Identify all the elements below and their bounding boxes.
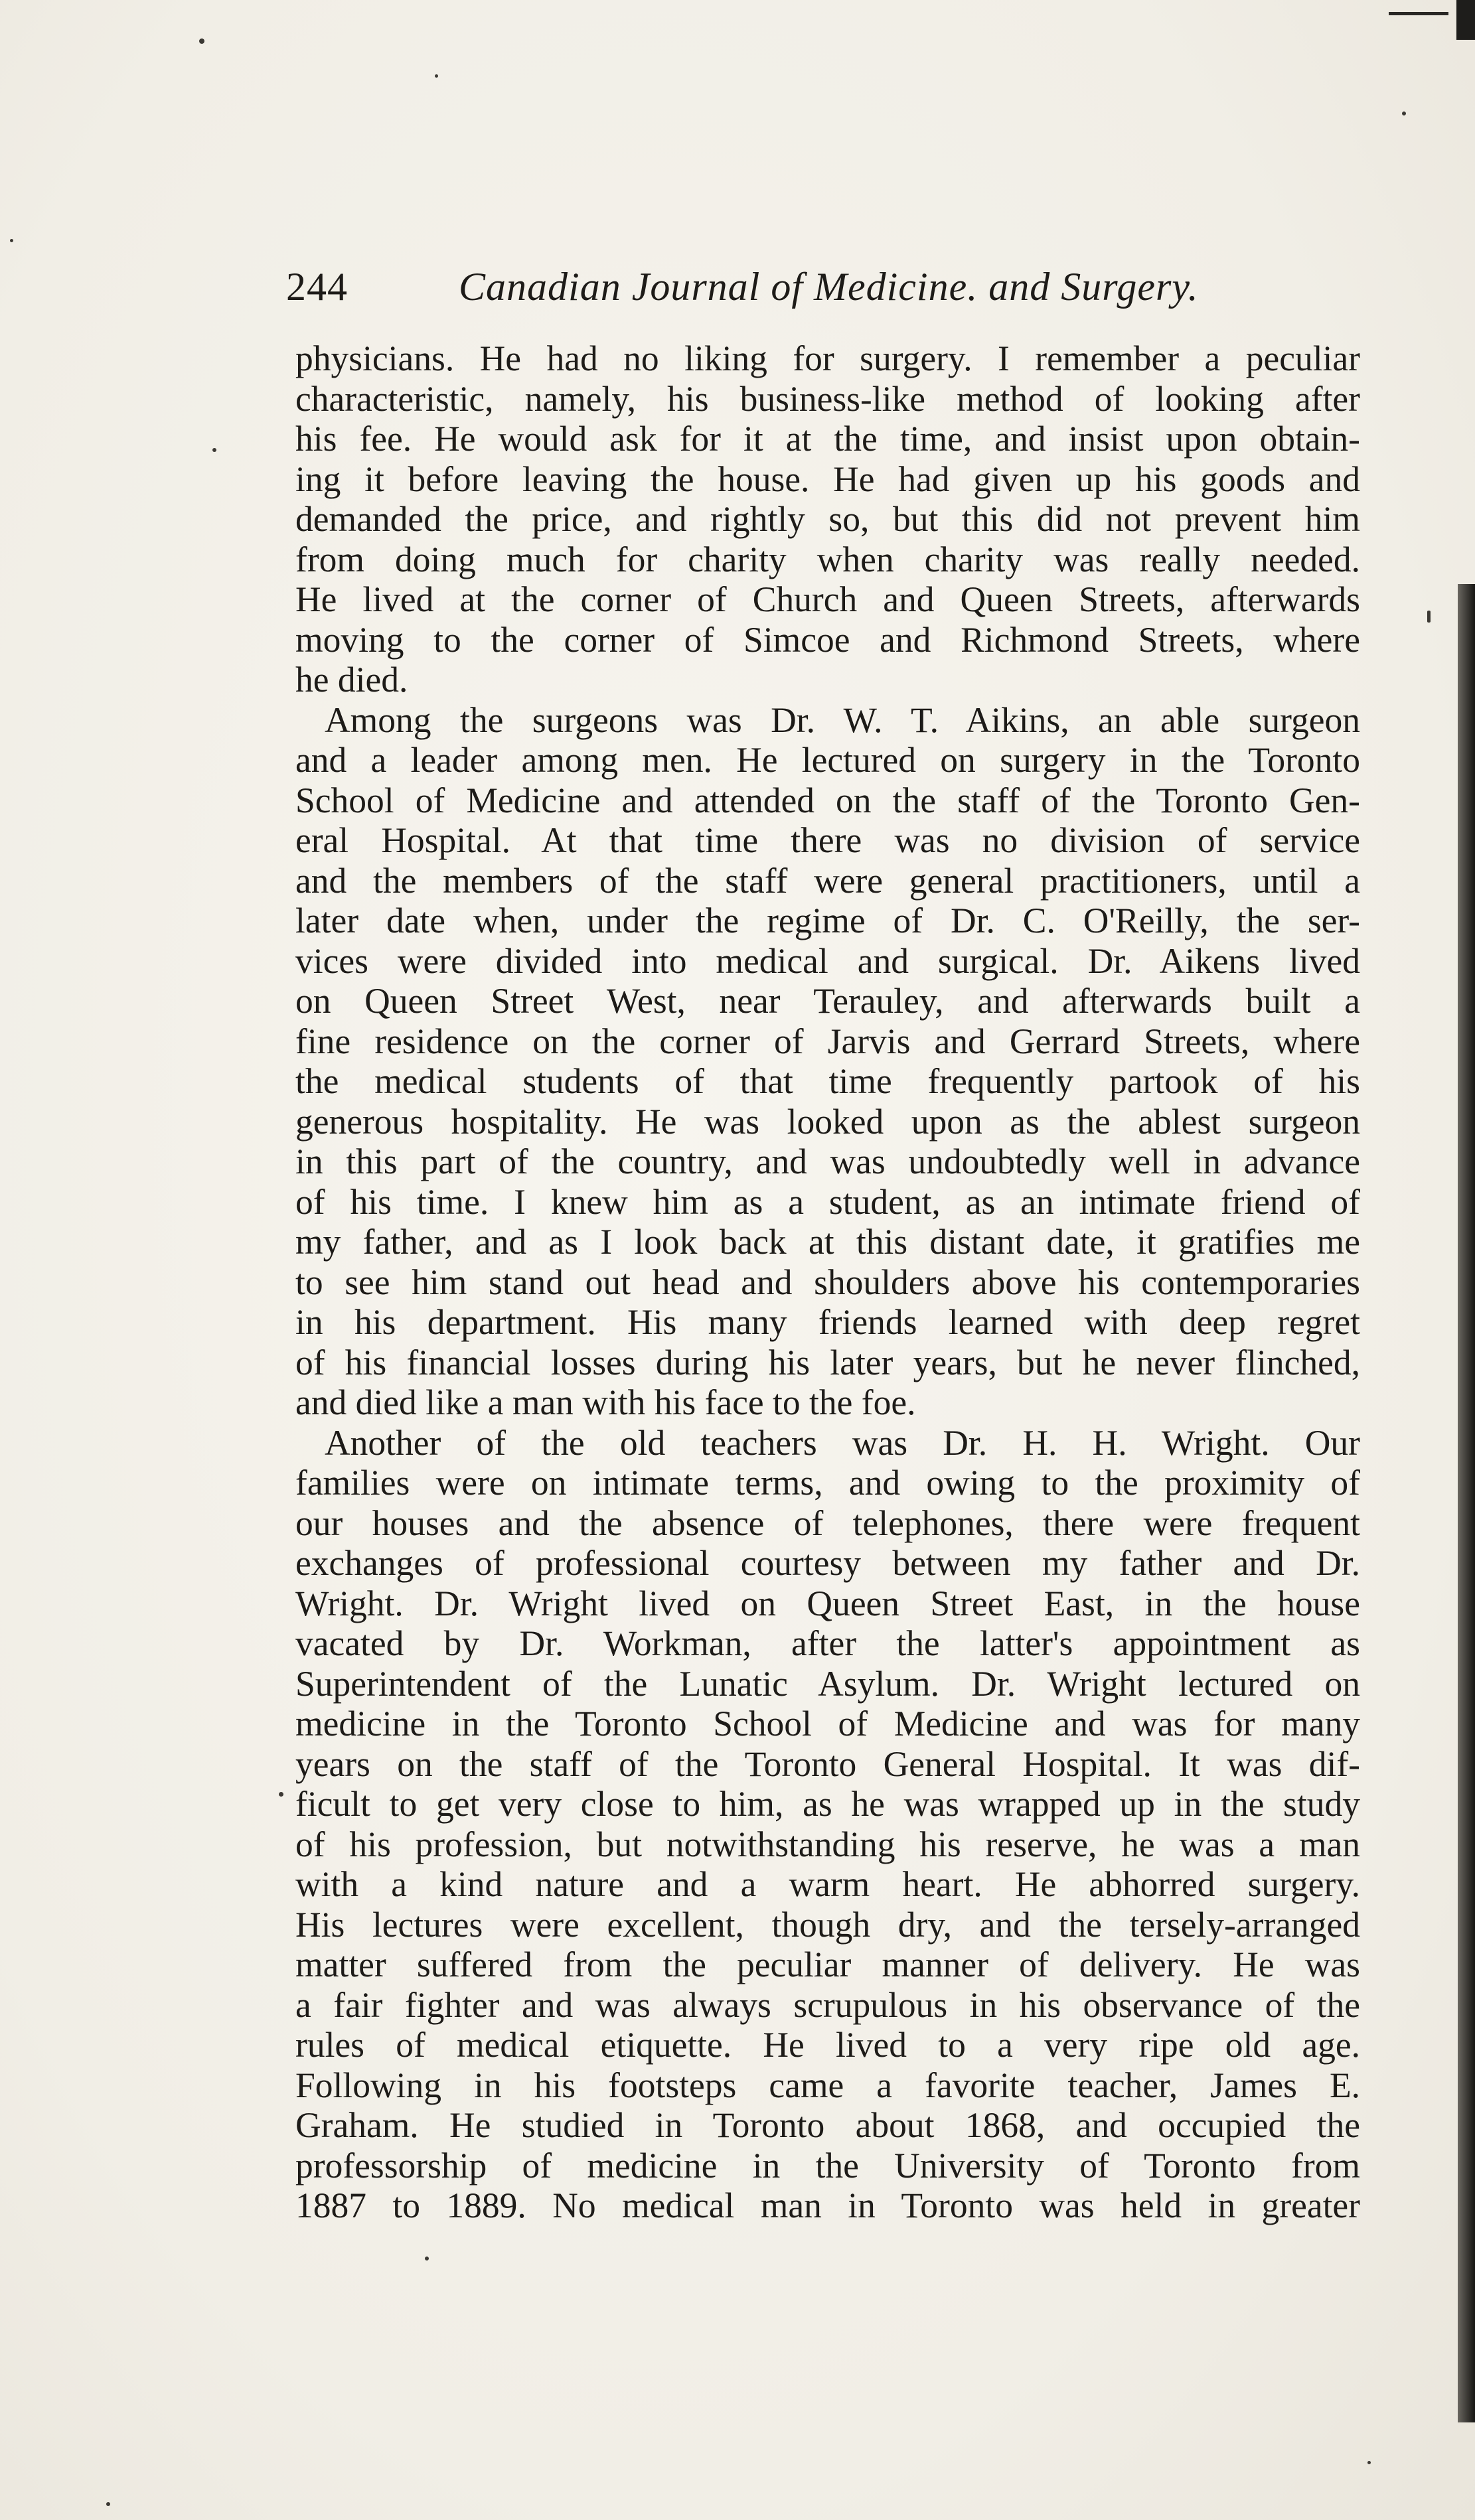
text-line: our houses and the absence of telephones, there were frequent — [295, 1503, 1360, 1543]
text-line: rules of medical etiquette. He lived to a very ripe old age. — [295, 2025, 1360, 2065]
text-line: physicians. He had no liking for surgery. I remember a peculiar — [295, 338, 1360, 378]
text-line: of his financial losses during his later years, but he never flinched, — [295, 1342, 1360, 1382]
text-line: exchanges of professional courtesy between my father and Dr. — [295, 1543, 1360, 1583]
text-line: and died like a man with his face to the foe. — [295, 1382, 916, 1422]
running-title: Canadian Journal of Medicine. and Surgery. — [459, 265, 1199, 309]
text-line: in his department. His many friends learned with deep regret — [295, 1302, 1360, 1342]
text-line: 1887 to 1889. No medical man in Toronto was held in greater — [295, 2186, 1360, 2225]
text-line: from doing much for charity when charity was really needed. — [295, 539, 1360, 579]
page-header — [286, 260, 1229, 313]
text-line: ficult to get very close to him, as he was wrapped up in the study — [295, 1784, 1360, 1824]
text-line: of his profession, but notwithstanding his reserve, he was a man — [295, 1824, 1360, 1864]
text-line: Wright. Dr. Wright lived on Queen Street East, in the house — [295, 1583, 1360, 1623]
text-line: of his time. I knew him as a student, as an intimate friend of — [295, 1181, 1360, 1222]
text-line: School of Medicine and attended on the staff of the Toronto Gen- — [295, 780, 1360, 820]
scan-edge-artifact — [1389, 12, 1448, 15]
text-line: matter suffered from the peculiar manner of delivery. He was — [295, 1945, 1360, 1984]
scan-speck — [1402, 111, 1406, 115]
scan-speck — [425, 2257, 429, 2261]
text-line: Following in his footsteps came a favorite teacher, James E. — [295, 2065, 1360, 2105]
text-line: His lectures were excellent, though dry, and the tersely-arranged — [295, 1904, 1360, 1945]
scan-speck — [199, 38, 204, 44]
scan-speck — [1427, 611, 1431, 623]
text-line: moving to the corner of Simcoe and Richmond Streets, where — [295, 619, 1360, 660]
text-line: Superintendent of the Lunatic Asylum. Dr. Wright lectured on — [295, 1663, 1360, 1704]
text-line: demanded the price, and rightly so, but this did not prevent him — [295, 499, 1360, 539]
scan-speck — [10, 239, 13, 242]
article-body — [295, 338, 1360, 2226]
scan-speck — [106, 2502, 110, 2506]
page-number: 244 — [286, 265, 348, 309]
scan-speck — [435, 74, 438, 78]
text-line: families were on intimate terms, and owing to the proximity of — [295, 1463, 1360, 1503]
text-line: characteristic, namely, his business-like method of looking after — [295, 378, 1360, 419]
text-line: the medical students of that time frequently partook of his — [295, 1061, 1360, 1101]
text-line: with a kind nature and a warm heart. He abhorred surgery. — [295, 1864, 1360, 1904]
text-line: vacated by Dr. Workman, after the latter's appointment as — [295, 1623, 1360, 1663]
text-line: ing it before leaving the house. He had given up his goods and — [295, 459, 1360, 499]
text-line: Another of the old teachers was Dr. H. H. Wright. Our — [325, 1422, 1360, 1463]
text-line: medicine in the Toronto School of Medicine and was for many — [295, 1704, 1360, 1743]
scan-edge-artifact — [1456, 0, 1475, 40]
text-line: fine residence on the corner of Jarvis and Gerrard Streets, where — [295, 1021, 1360, 1061]
text-line: a fair fighter and was always scrupulous in his observance of the — [295, 1984, 1360, 2025]
scan-speck — [279, 1792, 283, 1797]
text-line: to see him stand out head and shoulders above his contemporaries — [295, 1262, 1360, 1302]
text-line: later date when, under the regime of Dr. C. O'Reilly, the ser- — [295, 901, 1360, 940]
text-line: in this part of the country, and was undoubtedly well in advance — [295, 1142, 1360, 1181]
scan-speck — [212, 448, 216, 452]
text-line: his fee. He would ask for it at the time, and insist upon obtain- — [295, 419, 1360, 459]
text-line: vices were divided into medical and surgical. Dr. Aikens lived — [295, 940, 1360, 981]
text-line: professorship of medicine in the University of Toronto from — [295, 2145, 1360, 2186]
text-line: Graham. He studied in Toronto about 1868, and occupied the — [295, 2105, 1360, 2145]
page-binding-shadow — [1458, 584, 1475, 2422]
text-line: He lived at the corner of Church and Queen Streets, afterwards — [295, 579, 1360, 619]
text-line: he died. — [295, 660, 408, 700]
text-line: eral Hospital. At that time there was no division of service — [295, 820, 1360, 860]
text-line: and a leader among men. He lectured on surgery in the Toronto — [295, 740, 1360, 780]
text-line: on Queen Street West, near Terauley, and afterwards built a — [295, 981, 1360, 1021]
text-line: generous hospitality. He was looked upon as the ablest surgeon — [295, 1101, 1360, 1142]
text-line: my father, and as I look back at this distant date, it gratifies me — [295, 1222, 1360, 1262]
text-line: years on the staff of the Toronto General Hospital. It was dif- — [295, 1743, 1360, 1784]
scan-speck — [1367, 2461, 1371, 2464]
text-line: Among the surgeons was Dr. W. T. Aikins, an able surgeon — [325, 700, 1360, 740]
text-line: and the members of the staff were general practitioners, until a — [295, 860, 1360, 901]
